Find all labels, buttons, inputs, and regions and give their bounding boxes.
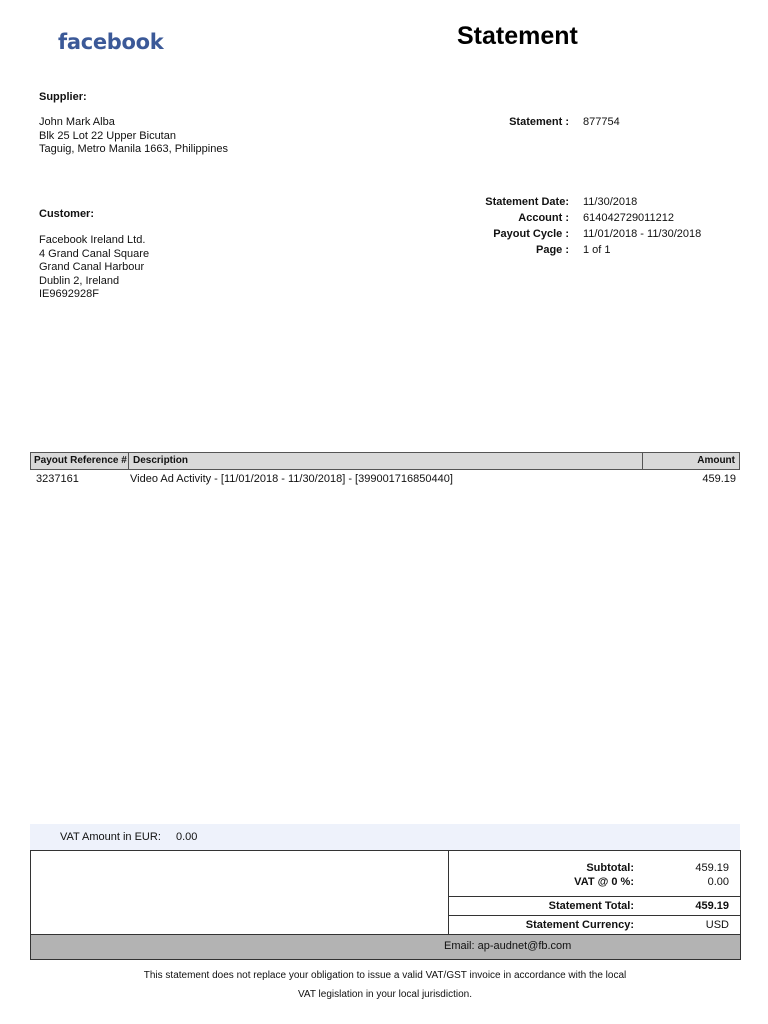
disclaimer-line: VAT legislation in your local jurisdiction. [298,989,472,1000]
statement-total-label: Statement Total: [548,900,634,912]
column-header-amount: Amount [642,453,739,469]
totals-panel [448,851,741,934]
statement-number-label: Statement : [509,116,569,128]
statement-total-value: 459.19 [695,900,729,912]
vat-label: VAT @ 0 %: [574,876,634,888]
meta-label: Payout Cycle : [493,228,569,240]
cell-description: Video Ad Activity - [11/01/2018 - 11/30/2018] - [399001716850440] [130,473,453,485]
page-title: Statement [457,22,578,50]
vat-value: 0.00 [707,876,729,888]
supplier-line: Blk 25 Lot 22 Upper Bicutan [39,129,176,142]
statement-number-row [420,116,740,132]
email-text: Email: ap-audnet@fb.com [444,940,572,952]
totals-divider [449,915,741,916]
meta-label: Account : [518,212,569,224]
customer-line: Dublin 2, Ireland [39,274,120,287]
customer-line: Grand Canal Harbour [39,261,145,273]
currency-value: USD [705,919,729,931]
column-header-ref: Payout Reference # [34,455,127,466]
supplier-heading: Supplier: [39,91,87,103]
currency-label: Statement Currency: [525,919,634,931]
statement-date-row [420,196,740,212]
customer-line: Facebook Ireland Ltd. [39,234,146,246]
supplier-address [39,116,228,157]
vat-eur-band [30,824,740,850]
subtotal-value: 459.19 [695,862,729,874]
facebook-logo: facebook [58,30,164,54]
vat-eur-label: VAT Amount in EUR: [60,831,161,843]
customer-line: 4 Grand Canal Square [39,247,150,260]
account-row [420,212,740,228]
supplier-line: John Mark Alba [39,116,115,128]
totals-box [30,850,741,935]
cell-ref: 3237161 [36,473,79,485]
disclaimer-line: This statement does not replace your obligation to issue a valid VAT/GST invoice in accordance with the local [143,970,627,981]
column-header-description: Description [128,453,643,469]
subtotal-label: Subtotal: [586,862,634,874]
customer-heading: Customer: [39,208,95,220]
payout-cycle-row [420,228,740,244]
customer-line: IE9692928F [39,288,99,300]
meta-value: 614042729011212 [583,212,674,224]
statement-number-value: 877754 [583,116,620,128]
meta-label: Statement Date: [485,196,569,208]
customer-address [39,234,149,302]
page-row [420,244,740,260]
meta-value: 11/01/2018 - 11/30/2018 [583,228,702,240]
vat-eur-value: 0.00 [176,831,198,843]
cell-amount: 459.19 [702,473,736,485]
email-band [30,935,741,960]
meta-value: 11/30/2018 [583,196,638,208]
supplier-line: Taguig, Metro Manila 1663, Philippines [39,143,228,155]
totals-divider [449,896,741,897]
meta-label: Page : [535,244,569,256]
table-header [30,452,740,470]
meta-value: 1 of 1 [583,244,611,256]
table-row [30,471,740,487]
